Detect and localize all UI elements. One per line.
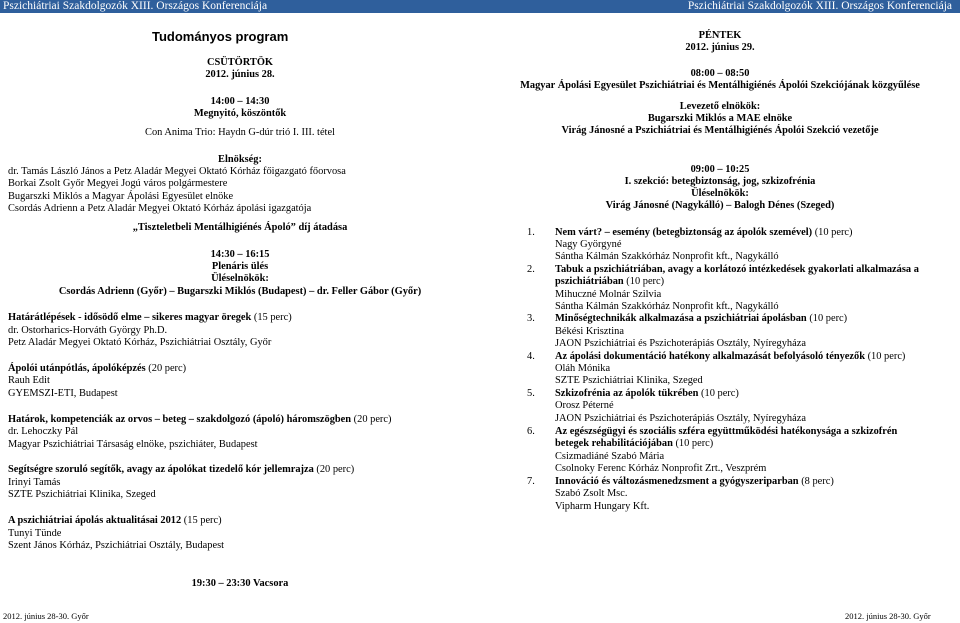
- talk-affiliation: SZTE Pszichiátriai Klinika, Szeged: [8, 489, 156, 500]
- day-label-friday: PÉNTEK: [698, 30, 742, 41]
- talk-speaker: Mihuczné Molnár Szilvia: [555, 289, 662, 300]
- talk-number: 7.: [527, 476, 535, 487]
- talk-title: Minőségtechnikák alkalmazása a pszichiátriai ápolásban (10 perc): [555, 313, 848, 324]
- talk-affiliation: Petz Aladár Megyei Oktató Kórház, Pszichiátriai Osztály, Győr: [8, 337, 272, 348]
- talk-number: 5.: [527, 388, 535, 399]
- talk-affiliation: SZTE Pszichiátriai Klinika, Szeged: [555, 375, 703, 386]
- talk-title: Határok, kompetenciák az orvos – beteg – szakdolgozó (ápoló) háromszögben (20 perc): [8, 414, 392, 425]
- talk-title: Az egészségügyi és szociális szféra együttműködési hatékonysága a szkizofrén: [555, 426, 898, 437]
- presidium-member: Bugarszki Miklós a Magyar Ápolási Egyesület elnöke: [8, 191, 234, 202]
- plenary-label: Plenáris ülés: [211, 261, 269, 272]
- talk-number: 1.: [527, 227, 535, 238]
- talk-affiliation: Szent János Kórház, Pszichiátriai Osztály, Budapest: [8, 540, 225, 551]
- talk-affiliation: JAON Pszichiátriai és Pszichoterápiás Osztály, Nyíregyháza: [555, 338, 806, 349]
- meeting-title: Magyar Ápolási Egyesület Pszichiátriai és Mentálhigiénés Ápolói Szekciójának közgyűlése: [520, 80, 920, 91]
- header-bar-left: [0, 0, 480, 13]
- talk-title: Segítségre szoruló segítők, avagy az ápolókat tizedelő kór jellemrajza (20 perc): [8, 464, 355, 475]
- talk-speaker: Tunyi Tünde: [8, 528, 62, 539]
- talk-title: Határátlépések - idősödő elme – sikeres magyar öregek (15 perc): [8, 312, 292, 323]
- talk-title: Innováció és változásmenedzsment a gyógyszeriparban (8 perc): [555, 476, 834, 487]
- talk-speaker: Békési Krisztina: [555, 326, 624, 337]
- talk-number: 4.: [527, 351, 535, 362]
- talk-speaker: Irinyi Tamás: [8, 477, 61, 488]
- leader-name: Virág Jánosné a Pszichiátriai és Mentálhigiénés Ápolói Szekció vezetője: [561, 125, 879, 136]
- footer-date-left: 2012. június 28-30. Győr: [3, 611, 89, 621]
- talk-speaker: Csizmadiáné Szabó Mária: [555, 451, 665, 462]
- plenary-time: 14:30 – 16:15: [210, 249, 270, 260]
- conference-title-right: Pszichiátriai Szakdolgozók XIII. Országos Konferenciája: [687, 0, 952, 12]
- award-title: „Tiszteletbeli Mentálhigiénés Ápoló” díj átadása: [132, 222, 348, 233]
- talk-title: A pszichiátriai ápolás aktualitásai 2012 (15 perc): [8, 515, 222, 526]
- talk-title-cont: betegek rehabilitációjában (10 perc): [555, 438, 714, 449]
- talk-affiliation: GYEMSZI-ETI, Budapest: [8, 388, 118, 399]
- leader-name: Bugarszki Miklós a MAE elnöke: [647, 113, 793, 124]
- talk-affiliation: Magyar Pszichiátriai Társaság elnöke, pszichiáter, Budapest: [8, 439, 258, 450]
- talk-number: 6.: [527, 426, 535, 437]
- header-bar-right: [480, 0, 960, 13]
- talk-title: Ápolói utánpótlás, ápolóképzés (20 perc): [8, 363, 187, 374]
- talk-title: Tabuk a pszichiátriában, avagy a korlátozó intézkedések gyakorlati alkalmazása a: [555, 264, 919, 275]
- talk-speaker: Szabó Zsolt Msc.: [555, 488, 628, 499]
- talk-number: 2.: [527, 264, 535, 275]
- date-friday: 2012. június 29.: [685, 42, 755, 53]
- day-label-thursday: CSÜTÖRTÖK: [206, 57, 274, 68]
- talk-number: 3.: [527, 313, 535, 324]
- chairs-names: Csordás Adrienn (Győr) – Bugarszki Miklós (Budapest) – dr. Feller Gábor (Győr): [58, 286, 422, 297]
- talk-affiliation: Vipharm Hungary Kft.: [555, 501, 650, 512]
- presidium-member: Csordás Adrienn a Petz Aladár Megyei Oktató Kórház ápolási igazgatója: [8, 203, 312, 214]
- presidium-member: dr. Tamás László János a Petz Aladár Megyei Oktató Kórház főigazgató főorvosa: [8, 166, 346, 177]
- opening-time: 14:00 – 14:30: [210, 96, 270, 107]
- chairs-label: Üléselnökök:: [211, 273, 269, 284]
- talk-speaker: dr. Ostorharics-Horváth György Ph.D.: [8, 325, 168, 336]
- footer-date-right: 2012. június 28-30. Győr: [845, 611, 931, 621]
- presidium-member: Borkai Zsolt Győr Megyei Jogú város polgármestere: [8, 178, 228, 189]
- talk-speaker: Oláh Mónika: [555, 363, 611, 374]
- date-thursday: 2012. június 28.: [205, 69, 275, 80]
- music-program: Con Anima Trio: Haydn G-dúr trió I. III. tétel: [145, 127, 335, 138]
- talk-speaker: Nagy Györgyné: [555, 239, 622, 250]
- talk-title: Nem várt? – esemény (betegbiztonság az ápolók szemével) (10 perc): [555, 227, 853, 238]
- talk-speaker: Rauh Edit: [8, 375, 50, 386]
- talk-speaker: dr. Lehoczky Pál: [8, 426, 79, 437]
- talk-affiliation: Sántha Kálmán Szakkórház Nonprofit kft., Nagykálló: [555, 251, 779, 262]
- session-time: 09:00 – 10:25: [690, 164, 750, 175]
- conference-title-left: Pszichiátriai Szakdolgozók XIII. Országos Konferenciája: [3, 0, 268, 12]
- dinner-time: 19:30 – 23:30 Vacsora: [191, 578, 289, 589]
- leaders-label: Levezető elnökök:: [679, 101, 761, 112]
- presidium-label: Elnökség:: [218, 154, 262, 165]
- talk-title: Szkizofrénia az ápolók tükrében (10 perc): [555, 388, 739, 399]
- talk-affiliation: JAON Pszichiátriai és Pszichoterápiás Osztály, Nyíregyháza: [555, 413, 806, 424]
- opening-label: Megnyitó, köszöntők: [193, 108, 287, 119]
- session-chairs: Virág Jánosné (Nagykálló) – Balogh Dénes (Szeged): [605, 200, 835, 211]
- session-title: I. szekció: betegbiztonság, jog, szkizofrénia: [624, 176, 816, 187]
- talk-title: Az ápolási dokumentáció hatékony alkalmazását befolyásoló tényezők (10 perc): [555, 351, 906, 362]
- talk-speaker: Orosz Péterné: [555, 400, 614, 411]
- meeting-time: 08:00 – 08:50: [690, 68, 750, 79]
- talk-affiliation: Csolnoky Ferenc Kórház Nonprofit Zrt., Veszprém: [555, 463, 767, 474]
- talk-title-cont: pszichiátriában (10 perc): [555, 276, 665, 287]
- session-chairs-label: Üléselnökök:: [691, 188, 749, 199]
- talk-affiliation: Sántha Kálmán Szakkórház Nonprofit kft., Nagykálló: [555, 301, 779, 312]
- page-title: Tudományos program: [152, 29, 289, 44]
